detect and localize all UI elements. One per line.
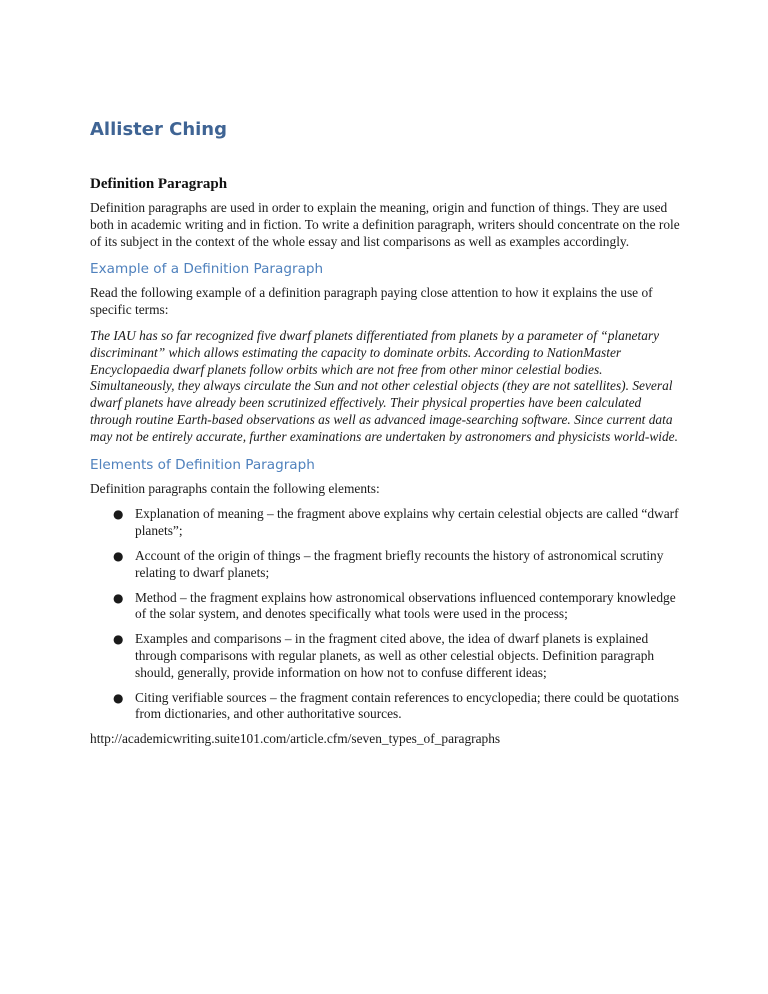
list-item-text: Examples and comparisons – in the fragment cited above, the idea of dwarf planets is explained through comparisons with regular planets, as well as other celestial objects. Definition paragraph should, generally, provide information on how not to confuse different ideas; (135, 631, 655, 680)
bullet-icon: ● (113, 507, 124, 522)
section-heading-elements: Elements of Definition Paragraph (90, 456, 315, 473)
elements-list (90, 506, 680, 723)
example-lead-paragraph: Read the following example of a definition paragraph paying close attention to how it explains the use of specific terms: (90, 285, 653, 318)
bullet-icon: ● (113, 690, 124, 705)
list-item (90, 548, 680, 582)
bullet-icon: ● (113, 590, 124, 605)
bullet-icon: ● (113, 548, 124, 563)
source-url[interactable]: http://academicwriting.suite101.com/article.cfm/seven_types_of_paragraphs (90, 731, 501, 747)
example-quote-paragraph: The IAU has so far recognized five dwarf planets differentiated from planets by a parameter of “planetary discriminant” which allows estimating the capacity to dominate orbits. According to NationMaster Encyclopaedia dwarf planets follow orbits which are not free from other minor celestial bodies. Simultaneously, they always circulate the Sun and not other celestial objects (they are not satellites). Several dwarf planets have already been scrutinized effectively. Their physical properties have been calculated through routine Earth-based observations as well as advanced image-searching software. Since current data may not be entirely accurate, further examinations are undertaken by astronomers and physicists world-wide. (90, 327, 678, 444)
list-item (90, 690, 680, 724)
list-item-text: Explanation of meaning – the fragment above explains why certain celestial objects are called “dwarf planets”; (135, 506, 679, 539)
author-name: Allister Ching (90, 119, 228, 140)
section-heading-example: Example of a Definition Paragraph (90, 261, 324, 278)
list-item (90, 631, 680, 681)
list-item (90, 506, 680, 540)
list-item-text: Account of the origin of things – the fragment briefly recounts the history of astronomical scrutiny relating to dwarf planets; (135, 547, 664, 580)
intro-paragraph: Definition paragraphs are used in order to explain the meaning, origin and function of things. They are used both in academic writing and in fiction. To write a definition paragraph, writers should concentrate on the role of its subject in the context of the whole essay and list comparisons as well as examples accordingly. (90, 200, 680, 249)
list-item-text: Citing verifiable sources – the fragment contain references to encyclopedia; there could be quotations from dictionaries, and other authoritative sources. (135, 689, 679, 722)
elements-lead-paragraph: Definition paragraphs contain the following elements: (90, 480, 380, 496)
document-title: Definition Paragraph (90, 176, 228, 192)
document-body (90, 118, 680, 748)
list-item (90, 590, 680, 624)
list-item-text: Method – the fragment explains how astronomical observations influenced contemporary knowledge of the solar system, and denotes specifically what tools were used in the process; (135, 589, 676, 622)
bullet-icon: ● (113, 632, 124, 647)
